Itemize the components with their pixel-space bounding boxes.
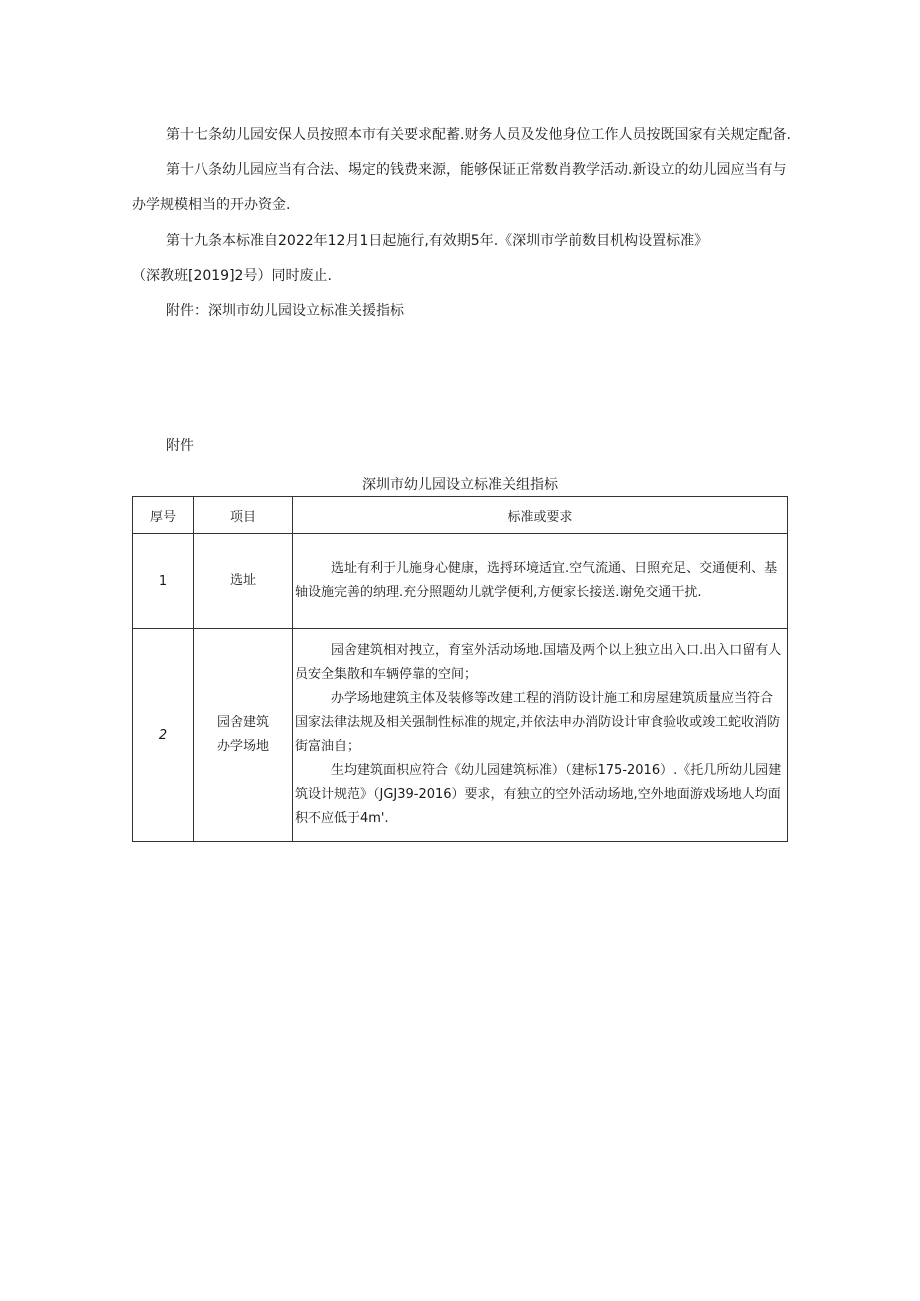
standards-table [132, 496, 788, 842]
requirement-paragraph: 选址有利于儿施身心健康，选捋环境适宜.空气流通、日照充足、交通便利、基轴设施完善的纳理.充分照题幼儿就学便利,方便家长接送.谢免交通干扰. [295, 561, 778, 600]
table-header-row [133, 497, 788, 534]
article-18-paragraph-line1: 第十八条幼儿园应当有合法、埸定的钱费来源，能够保证正常数肖教学活动.新设立的幼儿园应当有与 [166, 162, 787, 178]
header-requirement: 标准或要求 [293, 497, 788, 534]
requirement-paragraph: 生均建筑面枳应符合《幼儿园建筑标准）（建标175-2016）.《托几所幼儿园建筑设计规范》（JGJ39-2016）要求，有独立的空外活动场地,空外地面游戏场地人均面积不应低于4m'. [295, 763, 782, 826]
table-caption: 深圳市幼儿园设立标准关组指标 [362, 477, 558, 493]
article-19-paragraph-line1: 第十九条本标准自2022年12月1日起施行,有效期5年.《深圳市学前数目机构设置标准》 [166, 233, 709, 249]
article-18-paragraph-line2: 办学规模相当的开办资金. [132, 197, 291, 213]
row-number: 1 [133, 534, 194, 629]
row-item-line: 办学场地 [216, 739, 269, 754]
row-requirement [293, 629, 788, 842]
row-number: 2 [133, 629, 194, 842]
row-requirement [293, 534, 788, 629]
table-row [133, 629, 788, 842]
table-row [133, 534, 788, 629]
row-item-line: 园舍建筑 [216, 715, 269, 730]
attachment-reference: 附件：深圳市幼儿园设立标准关援指标 [166, 303, 404, 319]
row-item [194, 534, 293, 629]
attachment-heading: 附件 [166, 438, 194, 454]
requirement-paragraph: 园舍建筑相对拽立，育室外活动场地.国墙及两个以上独立出入口.出入口留有人员安全集散和车辆停靠的空间； [295, 643, 782, 682]
header-item: 项目 [194, 497, 293, 534]
article-17-paragraph: 第十七条幼儿园安保人员按照本市有关要求配蓄.财务人员及发他身位工作人员按既国家有关规定配备. [166, 127, 791, 143]
row-item [194, 629, 293, 842]
article-19-paragraph-line2: （深教班[2019]2号）同时废止. [132, 268, 332, 284]
requirement-paragraph: 办学场地建筑主体及装修等改建工程的消防设计施工和房屋建筑质量应当符合国家法律法规及相关强制性标准的规定,并依法申办消防设计审食验收或竣工蛇收消防街富油自； [295, 691, 781, 754]
header-number: 厚号 [133, 497, 194, 534]
row-item-line: 选址 [229, 573, 256, 588]
